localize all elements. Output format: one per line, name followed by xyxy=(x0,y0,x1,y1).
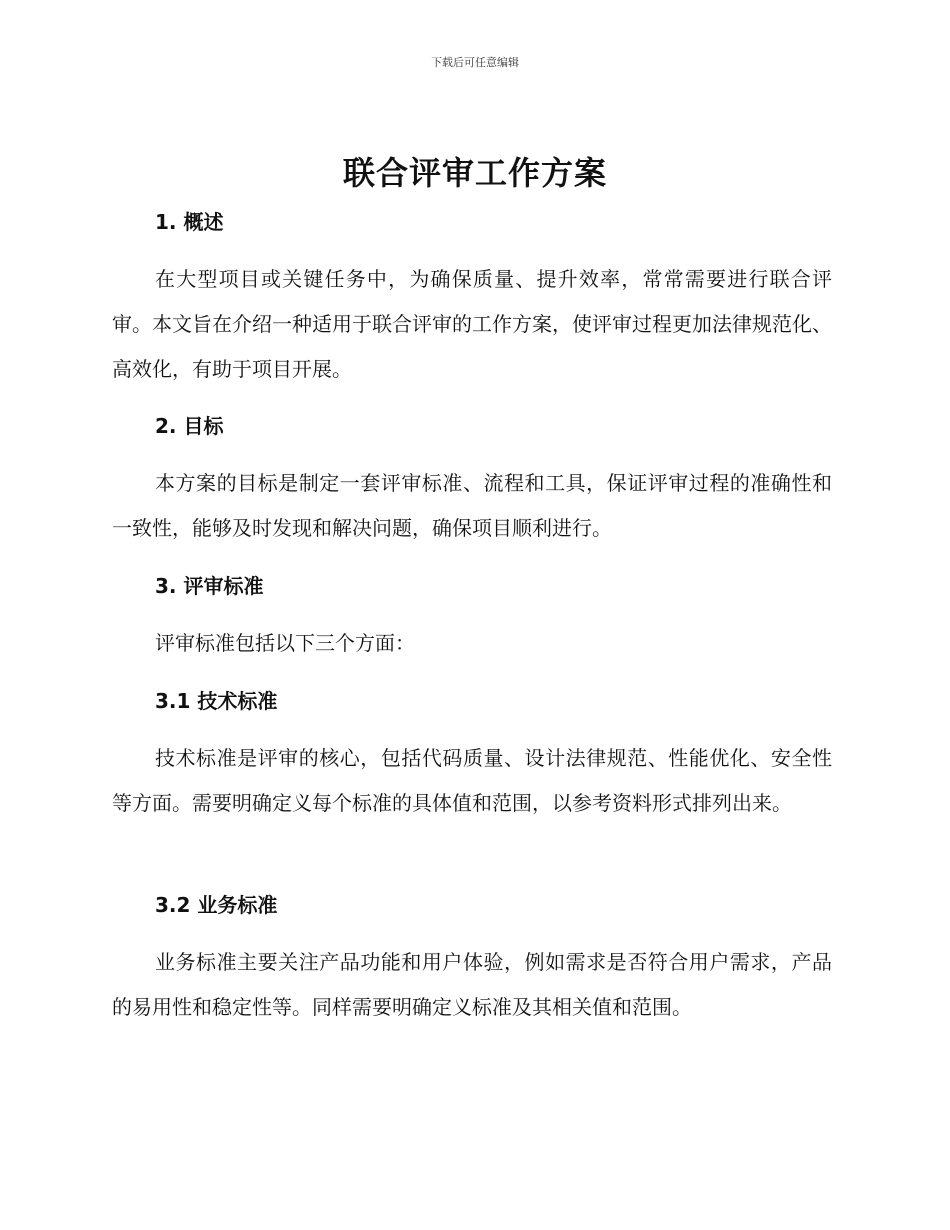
section-heading-goals: 2. 目标 xyxy=(155,414,224,438)
document-title: 联合评审工作方案 xyxy=(342,154,607,192)
section-paragraph-business-standards: 业务标准主要关注产品功能和用户体验，例如需求是否符合用户需求，产品的易用性和稳定性等。同样需要明确定义标准及其相关值和范围。 xyxy=(112,950,832,1019)
section-heading-overview: 1. 概述 xyxy=(155,210,224,234)
section-paragraph-technical-standards: 技术标准是评审的核心，包括代码质量、设计法律规范、性能优化、安全性等方面。需要明确定义每个标准的具体值和范围，以参考资料形式排列出来。 xyxy=(112,746,832,815)
section-heading-review-standards: 3. 评审标准 xyxy=(155,574,264,598)
page-header-note: 下载后可任意编辑 xyxy=(431,56,519,69)
section-paragraph-overview: 在大型项目或关键任务中，为确保质量、提升效率，常常需要进行联合评审。本文旨在介绍一种适用于联合评审的工作方案，使评审过程更加法律规范化、高效化，有助于项目开展。 xyxy=(112,267,832,381)
section-paragraph-goals: 本方案的目标是制定一套评审标准、流程和工具，保证评审过程的准确性和一致性，能够及时发现和解决问题，确保项目顺利进行。 xyxy=(112,471,832,540)
section-heading-technical-standards: 3.1 技术标准 xyxy=(155,689,278,713)
section-heading-business-standards: 3.2 业务标准 xyxy=(155,893,278,917)
section-paragraph-review-standards: 评审标准包括以下三个方面： xyxy=(155,631,415,655)
